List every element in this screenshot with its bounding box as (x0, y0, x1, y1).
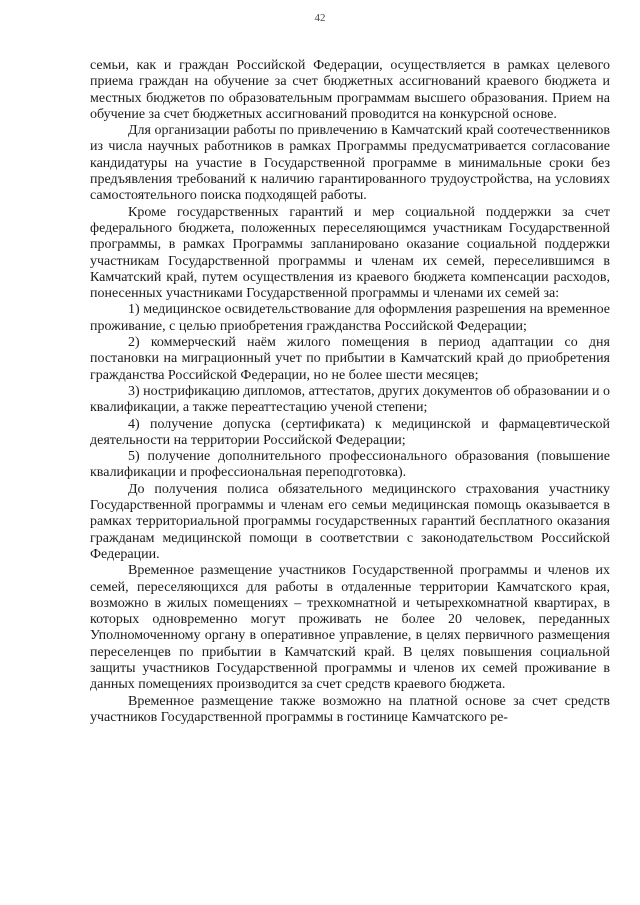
list-item-nostrification: 3) нострификацию дипломов, аттестатов, других документов об образовании и о квалификации, а также переаттестацию ученой степени; (90, 383, 610, 416)
list-item-medical-exam: 1) медицинское освидетельствование для оформления разрешения на временное проживание, с целью приобретения гражданства Российской Федерации; (90, 302, 610, 334)
list-item-medical-admission: 4) получение допуска (сертификата) к медицинской и фармацевтической деятельности на территории Российской Федерации; (90, 416, 610, 448)
page-number: 42 (314, 12, 326, 24)
paragraph-hotel: Временное размещение также возможно на платной основе за счет средств участников Государственной программы в гостинице Камчатского ре- (90, 693, 610, 725)
paragraph-continuation: семьи, как и граждан Российской Федерации, осуществляется в рамках целевого приема граждан на обучение за счет бюджетных ассигнований краевого бюджета и местных бюджетов по образовательным программам высшего образования. Прием на обучение за счет бюджетных ассигнований проводится на конкурсной основе. (90, 58, 610, 122)
document-body (90, 58, 610, 726)
paragraph-temporary-housing: Временное размещение участников Государственной программы и членов их семей, переселяющихся для работы в отдаленные территории Камчатского края, возможно в жилых помещениях – трехкомнатной и четырехкомнатной квартирах, в которых одновременно могут проживать не более 20 человек, переданных Уполномоченному органу в оперативное управление, в целях первичного размещения переселенцев по прибытии в Камчатский край. В целях повышения социальной защиты участников Государственной программы и членов их семей проживание в данных помещениях производится за счет средств краевого бюджета. (90, 563, 610, 693)
paragraph-scientists: Для организации работы по привлечению в Камчатский край соотечественников из числа научных работников в рамках Программы предусматривается согласование кандидатуры на участие в Государственной программе в минимальные сроки без предъявления требований к наличию гарантированного трудоустройства, на условиях самостоятельного поиска подходящей работы. (90, 123, 610, 204)
paragraph-social-support: Кроме государственных гарантий и мер социальной поддержки за счет федерального бюджета, положенных переселяющимся участникам Государственной программы, в рамках Программы запланировано оказание социальной поддержки участникам Государственной программы и членам их семей, переселившимся в Камчатский край, путем осуществления из краевого бюджета компенсации расходов, понесенных участниками Государственной программы и членами их семей за: (90, 204, 610, 302)
list-item-housing-rent: 2) коммерческий наём жилого помещения в период адаптации со дня постановки на миграционный учет по прибытии в Камчатский край до приобретения гражданства Российской Федерации, но не более шести месяцев; (90, 335, 610, 383)
paragraph-medical-insurance: До получения полиса обязательного медицинского страхования участнику Государственной программы и членам его семьи медицинская помощь оказывается в рамках территориальной программы государственных гарантий бесплатного оказания гражданам медицинской помощи в соответствии с законодательством Российской Федерации. (90, 481, 610, 562)
list-item-further-education: 5) получение дополнительного профессионального образования (повышение квалификации и профессиональная переподготовка). (90, 449, 610, 481)
